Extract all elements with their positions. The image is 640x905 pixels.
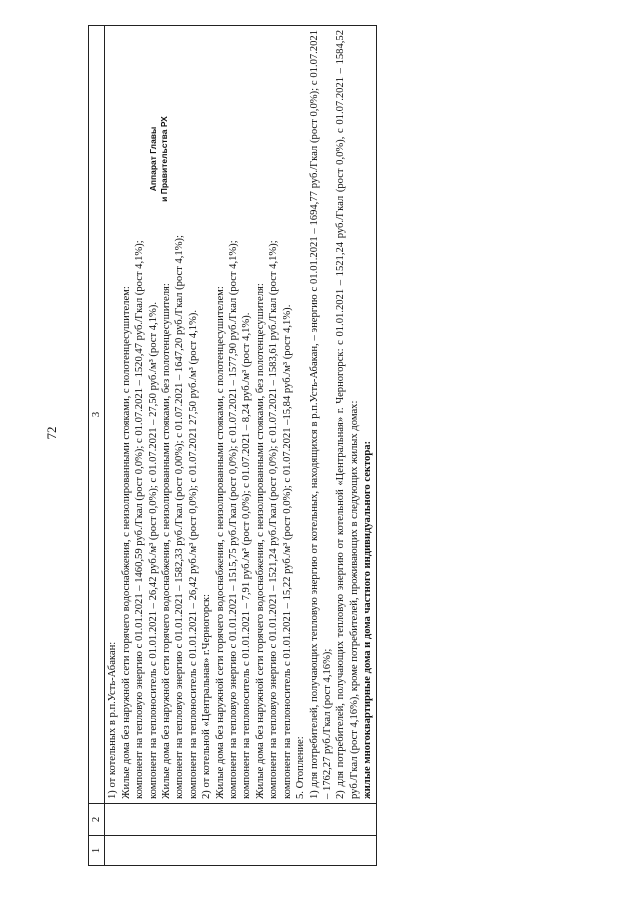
empty-cell-col-2 <box>105 804 376 836</box>
text-line: 5. Отопление: <box>295 736 307 799</box>
text-line: компонент на тепловую энергию с 01.01.2021 – 1521,24 руб./Гкал (рост 0,0%); с 01.07.2021 – 1583,61 руб./Гкал (рост 4,1%); <box>268 240 280 799</box>
office-stamp <box>148 14 184 304</box>
text-line: 1) от котельных в р.п.Усть-Абакан: <box>107 641 119 799</box>
text-line: компонент на теплоноситель с 01.01.2021 – 7,91 руб./м³ (рост 0,0%); с 01.07.2021 – 8,24 руб./м³ (рост 4,1%). <box>241 312 253 799</box>
stamp-line-2: и Правительства РХ <box>159 116 169 202</box>
text-line: 1) для потребителей, получающих тепловую энергию от котельных, находящихся в р.п.Усть-Абакан, – энергию с 01.01.2021 – 1694,77 руб./Гкал (рост 0,0%); с 01.07.2021 – 1762,27 руб./Гкал (рост 4,16%); <box>308 30 333 799</box>
stamp-line-1: Аппарат Главы <box>148 126 158 192</box>
table-header-row <box>89 26 105 866</box>
text-line: компонент на теплоноситель с 01.01.2021 – 26,42 руб./м³ (рост 0,0%); с 01.07.2021 27,50 руб./м³ (рост 4,1%). <box>187 309 199 799</box>
text-line: Жилые дома без наружной сети горячего водоснабжения, с неизолированными стояками, без полотенцесушителя: <box>161 283 173 799</box>
text-line: Жилые дома без наружной сети горячего водоснабжения, с неизолированными стояками, с полотенцесушителем: <box>120 286 132 799</box>
text-line: Жилые дома без наружной сети горячего водоснабжения, с неизолированными стояками, без полотенцесушителя: <box>254 283 266 799</box>
text-line: жилые многоквартирные дома и дома частного индивидуального сектора: <box>362 440 374 799</box>
rotated-page-area <box>88 26 640 866</box>
header-col-1: 1 <box>89 836 105 866</box>
header-col-2: 2 <box>89 804 105 836</box>
text-line: компонент на тепловую энергию с 01.01.2021 – 1515,75 руб./Гкал (рост 0,0%); с 01.07.2021 – 1577,90 руб./Гкал (рост 4,1%); <box>228 240 240 799</box>
page-number: 72 <box>44 426 59 440</box>
tariff-table <box>88 25 377 866</box>
table-body-row <box>105 26 376 866</box>
text-line: компонент на тепловую энергию с 01.01.2021 – 1582,33 руб./Гкал (рост 0,00%); с 01.07.2021 – 1647,20 руб./Гкал (рост 4,1%); <box>174 234 186 799</box>
text-line: компонент на теплоноситель с 01.01.2021 – 26,42 руб./м³ (рост 0,0%); с 01.07.2021 – 27,50 руб./м³ (рост 4,1%). <box>147 301 159 799</box>
header-col-3: 3 <box>89 26 105 804</box>
document-sheet <box>88 26 640 866</box>
text-line: 2) для потребителей, получающих тепловую энергию от котельной «Центральная» г. Черногорск: с 01.01.2021 – 1521,24 руб./Гкал (рост 0,0%), с 01.07.2021 – 1584,52 руб./Гкал (рост 4,16%), кроме потребителей, проживающих в следующих жилых домах: <box>335 30 360 799</box>
text-line: компонент на тепловую энергию с 01.01.2021 – 1460,59 руб./Гкал (рост 0,0%); с 01.07.2021 – 1520,47 руб./Гкал (рост 4,1%); <box>134 240 146 799</box>
text-line: 2) от котельной «Центральная» г.Черногорск: <box>201 594 213 799</box>
text-line: Жилые дома без наружной сети горячего водоснабжения, с неизолированными стояками, с полотенцесушителем: <box>214 286 226 799</box>
text-line: компонент на теплоноситель с 01.01.2021 – 15,22 руб./м³ (рост 0,0%); с 01.07.2021 –15,84 руб./м³ (рост 4,1%). <box>281 304 293 799</box>
tariff-text-cell <box>105 26 376 804</box>
empty-cell-col-1 <box>105 836 376 866</box>
